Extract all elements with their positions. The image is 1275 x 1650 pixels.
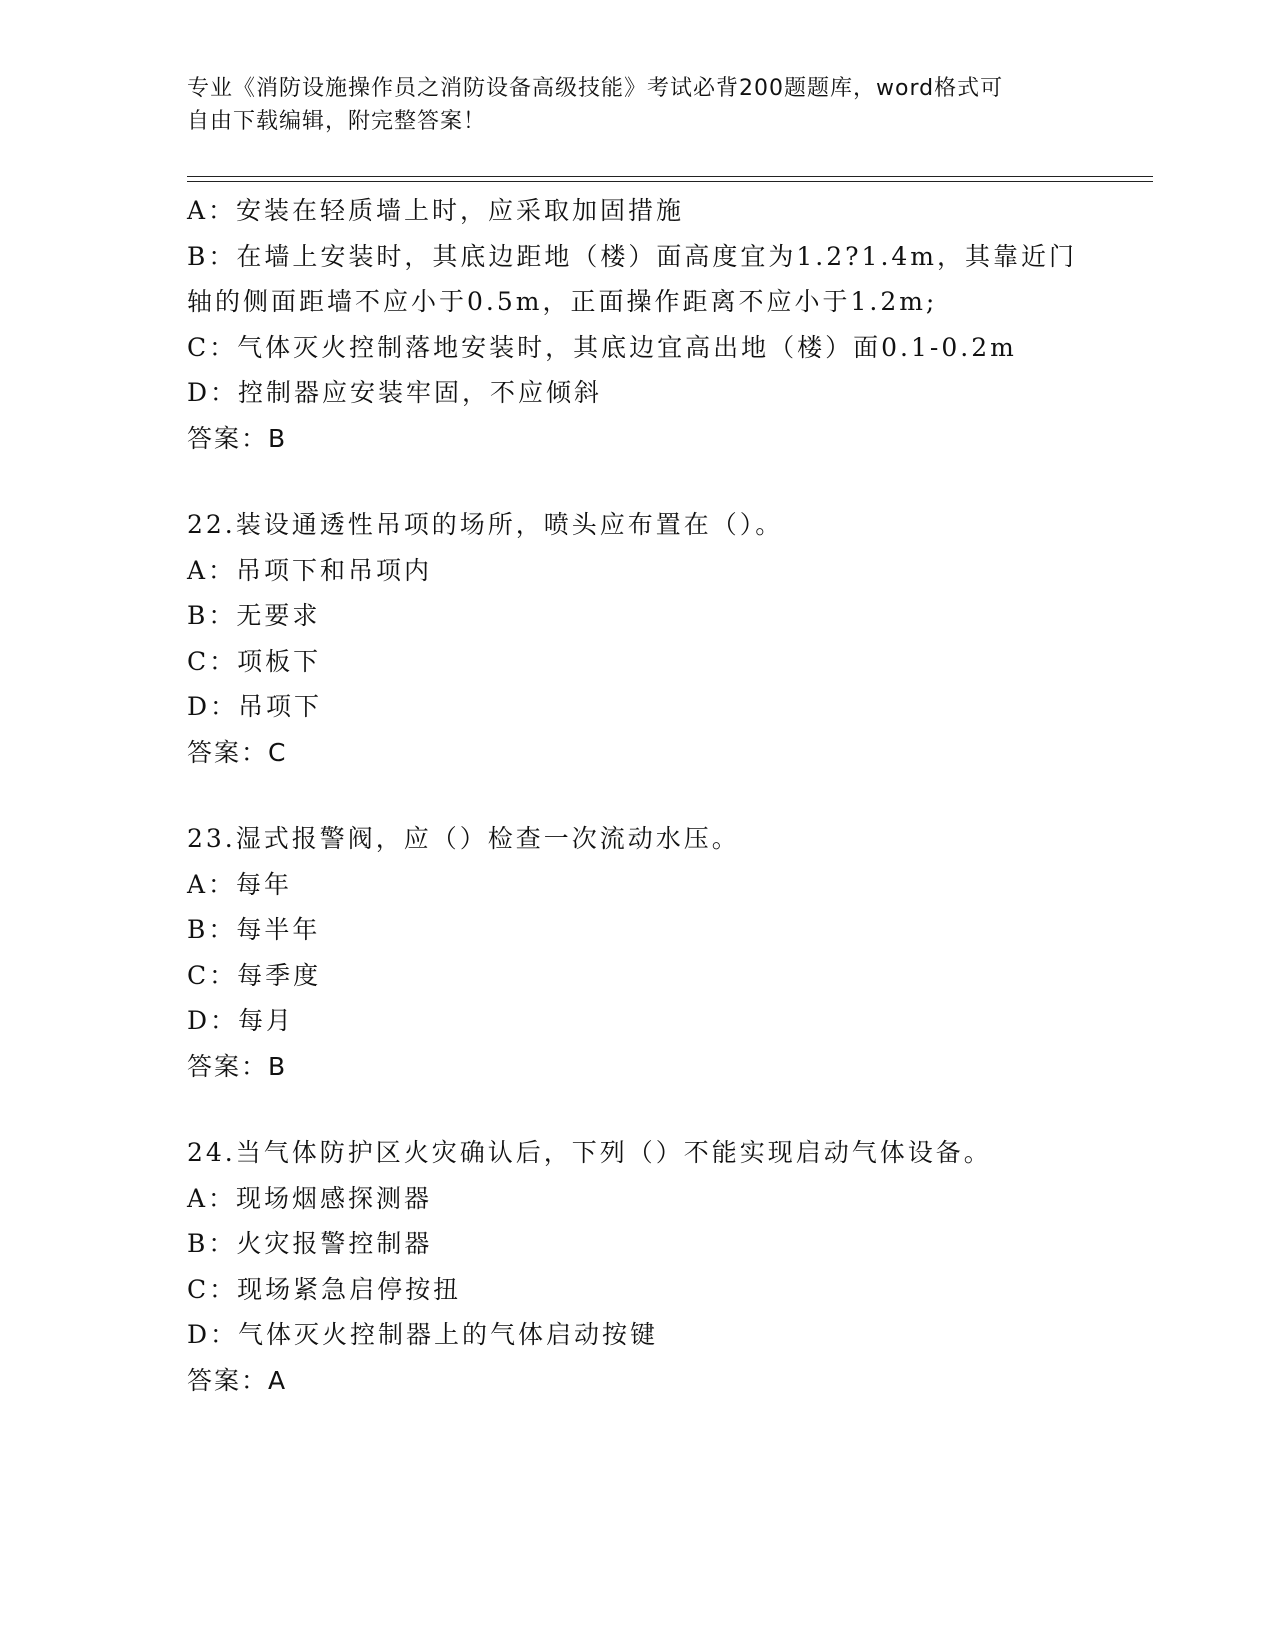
spacer [187,1089,1147,1130]
question-block-23 [187,816,1147,1089]
question-block-22 [187,502,1147,775]
option-d: D：控制器应安装牢固，不应倾斜 [187,378,603,407]
option-a: A：每年 [187,869,293,899]
option-c: C：项板下 [187,646,322,676]
option-c: C：每季度 [187,960,322,990]
option-a: A：现场烟感探测器 [187,1183,433,1213]
header-divider-bottom [187,181,1153,182]
option-c: C：现场紧急启停按扭 [187,1274,462,1304]
answer-line: 答案：C [187,737,288,767]
question-list [187,188,1147,1403]
header-divider-top [187,176,1153,177]
answer-line: 答案：A [187,1365,288,1395]
answer-line: 答案：B [187,423,288,453]
answer-line: 答案：B [187,1051,288,1081]
option-c: C：气体灭火控制落地安装时，其底边宜高出地（楼）面0.1-0.2m [187,332,1017,362]
header-line-1: 专业《消防设施操作员之消防设备高级技能》考试必背200题题库，word格式可 [187,76,1004,101]
spacer [187,775,1147,816]
option-d: D：气体灭火控制器上的气体启动按键 [187,1320,659,1349]
option-b: B：在墙上安装时，其底边距地（楼）面高度宜为1.2?1.4m，其靠近门轴的侧面距墙不应小于0.5m，正面操作距离不应小于1.2m; [187,241,1077,316]
question-text: 23.湿式报警阀，应（）检查一次流动水压。 [187,824,740,853]
document-header [187,72,1087,138]
option-a: A：吊项下和吊项内 [187,555,433,585]
question-text: 22.装设通透性吊项的场所，喷头应布置在（）。 [187,510,784,539]
question-block-21 [187,188,1147,461]
question-text: 24.当气体防护区火灾确认后，下列（）不能实现启动气体设备。 [187,1138,992,1167]
option-a: A：安装在轻质墙上时，应采取加固措施 [187,196,685,225]
option-b: B：每半年 [187,915,321,944]
question-block-24 [187,1130,1147,1403]
option-b: B：火灾报警控制器 [187,1229,433,1258]
spacer [187,461,1147,502]
option-d: D：吊项下 [187,692,323,721]
header-line-2: 自由下载编辑，附完整答案！ [187,109,487,134]
option-d: D：每月 [187,1006,295,1035]
option-b: B：无要求 [187,601,321,630]
